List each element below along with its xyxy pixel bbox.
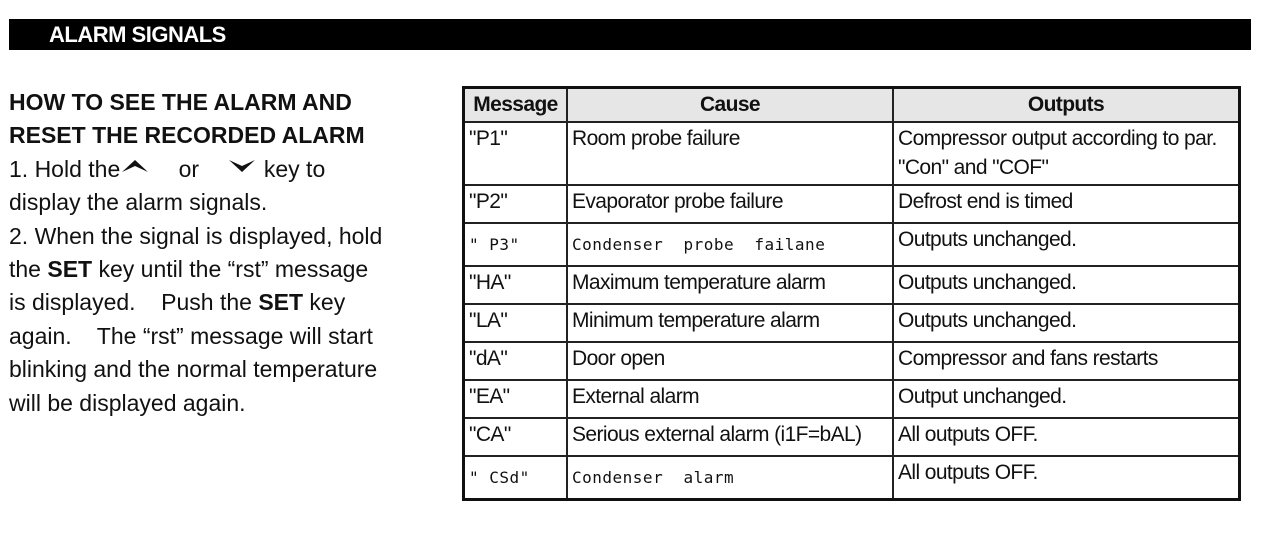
cell-cause: Room probe failure	[567, 122, 893, 185]
cell-outputs: Compressor and fans restarts	[893, 342, 1240, 380]
cell-outputs: Outputs unchanged.	[893, 223, 1240, 266]
step2-text-b: key until the “rst” message	[92, 256, 369, 283]
step1-line1	[9, 153, 449, 186]
cell-outputs: All outputs OFF.	[893, 456, 1240, 500]
table-row	[464, 185, 1240, 223]
cell-outputs-line2: "Con" and "COF"	[898, 156, 1049, 179]
step1-or: or	[178, 155, 200, 182]
cell-message: "dA"	[464, 342, 568, 380]
table-row	[464, 342, 1240, 380]
cell-cause: Door open	[567, 342, 893, 380]
cell-message: "P2"	[464, 185, 568, 223]
table-row	[464, 304, 1240, 342]
cell-cause: Maximum temperature alarm	[567, 266, 893, 304]
step2-text-c: is displayed. Push the	[9, 289, 259, 316]
cell-message: " P3"	[464, 223, 568, 266]
step2-the: the	[9, 256, 48, 283]
cell-outputs: All outputs OFF.	[893, 418, 1240, 456]
cell-outputs: Defrost end is timed	[893, 185, 1240, 223]
step2-line4: again. The “rst” message will start	[9, 322, 373, 349]
set-key-label: SET	[258, 289, 304, 316]
step1-text-b: key to	[263, 155, 326, 182]
cell-outputs: Outputs unchanged.	[893, 266, 1240, 304]
cell-message: " CSd"	[464, 456, 568, 500]
cell-cause: External alarm	[567, 380, 893, 418]
step1-line2: display the alarm signals.	[9, 189, 268, 216]
instructions-heading-line2: RESET THE RECORDED ALARM	[9, 122, 365, 149]
up-arrow-icon	[120, 157, 150, 175]
instructions-block	[9, 86, 449, 420]
step2-line2	[9, 253, 449, 286]
cell-message: "LA"	[464, 304, 568, 342]
cell-cause: Evaporator probe failure	[567, 185, 893, 223]
header-outputs: Outputs	[893, 88, 1240, 123]
cell-outputs: Output unchanged.	[893, 380, 1240, 418]
table-row	[464, 456, 1240, 500]
step1-text-a: 1. Hold the	[9, 155, 121, 182]
cell-outputs: Outputs unchanged.	[893, 304, 1240, 342]
table-row	[464, 418, 1240, 456]
cell-cause: Serious external alarm (i1F=bAL)	[567, 418, 893, 456]
step2-text-d: key	[303, 289, 346, 316]
header-cause: Cause	[567, 88, 893, 123]
instructions-heading-line1: HOW TO SEE THE ALARM AND	[9, 89, 352, 115]
section-title: ALARM SIGNALS	[49, 22, 226, 47]
cell-message: "CA"	[464, 418, 568, 456]
table-row	[464, 380, 1240, 418]
cell-message: "EA"	[464, 380, 568, 418]
alarm-table	[462, 86, 1241, 501]
table-row	[464, 122, 1240, 185]
step2-line5: blinking and the normal temperature	[9, 356, 378, 383]
cell-message: "HA"	[464, 266, 568, 304]
section-header-bar	[9, 19, 1251, 50]
table-row	[464, 266, 1240, 304]
cell-message: "P1"	[464, 122, 568, 185]
step2-line3	[9, 286, 449, 319]
set-key-label: SET	[47, 256, 93, 283]
cell-cause: Minimum temperature alarm	[567, 304, 893, 342]
table-header-row	[464, 88, 1240, 123]
cell-outputs	[893, 122, 1240, 185]
table-row	[464, 223, 1240, 266]
cell-cause: Condenser alarm	[567, 456, 893, 500]
cell-outputs-line1: Compressor output according to par.	[898, 127, 1217, 150]
header-message: Message	[464, 88, 568, 123]
step2-line1: 2. When the signal is displayed, hold	[9, 222, 383, 249]
cell-cause: Condenser probe failane	[567, 223, 893, 266]
down-arrow-icon	[227, 157, 257, 175]
step2-line6: will be displayed again.	[9, 389, 246, 416]
